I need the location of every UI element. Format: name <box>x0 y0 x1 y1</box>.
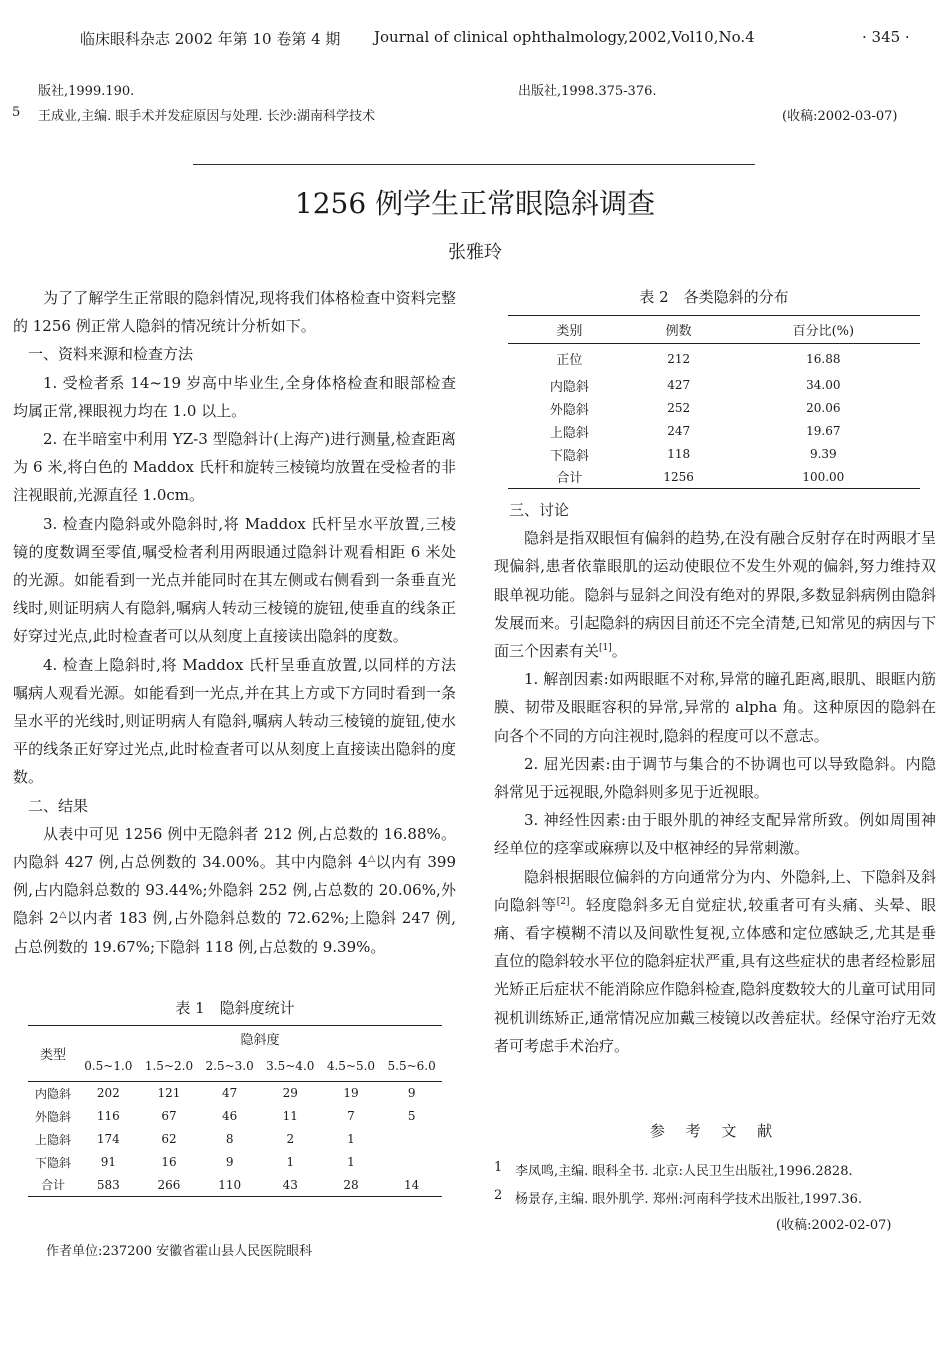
table1-cell: 1 <box>347 1132 355 1146</box>
table1-range-header: 4.5~5.0 <box>326 1059 376 1074</box>
table1-cell: 67 <box>161 1109 177 1123</box>
discussion-paragraph-5: 隐斜根据眼位偏斜的方向通常分为内、外隐斜,上、下隐斜及斜向隐斜等[2]。轻度隐斜多无自觉症状,较重者可有头痛、头晕、眼痛、看字模糊不清以及间歇性复视,立体感和定位感缺乏,尤其是垂直位的隐斜较水平位的隐斜症状严重,具有这些症状的患者经检影屈光矫正后症状不能消除应作隐斜检查,隐斜度数较大的儿童可试用同视机训练矫正,通常情况应加戴三棱镜以改善症状。经保守治疗无效者可考虑手术治疗。 <box>494 867 936 1055</box>
section-heading-discussion: 三、讨论 <box>509 501 570 519</box>
table1-range-header: 5.5~6.0 <box>387 1059 436 1074</box>
table2-distribution <box>508 315 920 489</box>
methods-paragraph-3: 3. 检查内隐斜或外隐斜时,将 Maddox 氏杆呈水平放置,三棱镜的度数调至零值,嘱受检者利用两眼通过隐斜计观看相距 6 米处的光源。如能看到一光点并能同时在其左侧或右侧看到一条垂直光线时,则证明病人有隐斜,嘱病人转动三棱镜的旋钮,使垂直的线条正好穿过光点,此时检查者可以从刻度上直接读出隐斜的度数。 <box>13 514 456 646</box>
prev-ref-line3: 出版社,1998.375-376. <box>518 84 657 99</box>
table2-cell: 9.39 <box>809 447 837 461</box>
table1-col-group: 隐斜度 <box>240 1033 280 1049</box>
table1-cell: 28 <box>343 1177 359 1192</box>
methods-paragraph-1: 1. 受检者系 14~19 岁高中毕业生,全身体格检查和眼部检查均属正常,裸眼视力均在 1.0 以上。 <box>13 373 456 420</box>
table1-cell: 5 <box>407 1109 416 1123</box>
table1-deviation-stats <box>28 1025 442 1197</box>
prev-ref-line2: 王成业,主编. 眼手术并发症原因与处理. 长沙:湖南科学技术 <box>38 109 376 124</box>
table1-cell: 1 <box>286 1155 295 1169</box>
table2-row-label: 正位 <box>556 353 583 369</box>
right-column-body <box>494 496 936 1060</box>
table2-cell: 16.88 <box>806 351 841 366</box>
table1-caption: 表 1 隐斜度统计 <box>175 999 295 1017</box>
article-title: 1256 例学生正常眼隐斜调查 <box>294 187 656 220</box>
prism-degree-mark: △ <box>367 854 376 865</box>
methods-paragraph-4: 4. 检查上隐斜时,将 Maddox 氏杆呈垂直放置,以同样的方法嘱病人观看光源。如能看到一光点,并在其上方或下方同时看到一条呈水平的光线时,则证明病人有隐斜,嘱病人转动三棱镜的旋钮,使水平的线条正好穿过光点,此时检查者可以从刻度上直接读出隐斜的度数。 <box>13 655 456 787</box>
table1-range-header: 0.5~1.0 <box>84 1059 133 1074</box>
journal-header-en: Journal of clinical ophthalmology,2002,Vol10,No.4 <box>374 28 755 46</box>
table-row <box>28 1082 442 1105</box>
reference-2-text: 杨景存,主编. 眼外肌学. 郑州:河南科学技术出版社,1997.36. <box>515 1192 863 1207</box>
table-row <box>508 466 920 489</box>
table-row <box>508 374 920 397</box>
table2-header: 百分比(%) <box>792 324 855 339</box>
table-row <box>28 1105 442 1128</box>
table1-col-type: 类型 <box>28 1026 78 1082</box>
table1-cell: 19 <box>343 1086 359 1101</box>
section-heading-results: 二、结果 <box>28 796 89 815</box>
prev-ref-num: 5 <box>12 105 21 120</box>
table2-cell: 118 <box>667 447 691 461</box>
table1-cell <box>381 1151 442 1174</box>
table2-row-label: 上隐斜 <box>549 425 589 441</box>
table1-cell: 46 <box>222 1109 238 1123</box>
table1-row-label: 上隐斜 <box>34 1132 71 1147</box>
table1-cell: 91 <box>100 1155 116 1169</box>
table1-row-label: 内隐斜 <box>34 1086 71 1101</box>
prev-ref-line1: 版社,1999.190. <box>38 84 135 99</box>
table1-cell: 202 <box>96 1086 120 1101</box>
table1-range-header: 3.5~4.0 <box>266 1059 315 1074</box>
references-heading: 参 考 文 献 <box>649 1122 781 1140</box>
table1-cell: 116 <box>96 1109 120 1123</box>
prev-received-date: (收稿:2002-03-07) <box>782 109 898 124</box>
table2-cell: 247 <box>667 424 691 438</box>
discussion-paragraph-1: 隐斜是指双眼恒有偏斜的趋势,在没有融合反射存在时两眼才呈现偏斜,患者依靠眼肌的运动使眼位不发生外观的偏斜,努力维持双眼单视功能。隐斜与显斜之间没有绝对的界限,多数显斜病例由隐斜发展而来。引起隐斜的病因目前还不完全清楚,已知常见的病因与下面三个因素有关[1]。 <box>494 529 936 661</box>
table1-cell: 29 <box>282 1086 298 1101</box>
reference-1-text: 李凤鸣,主编. 眼科全书. 北京:人民卫生出版社,1996.2828. <box>515 1164 853 1179</box>
table-row <box>508 420 920 443</box>
table1-cell: 583 <box>96 1177 120 1192</box>
table2-cell: 212 <box>667 351 691 366</box>
intro-paragraph: 为了了解学生正常眼的隐斜情况,现将我们体格检查中资料完整的 1256 例正常人隐斜的情况统计分析如下。 <box>13 289 456 336</box>
table2-row-label: 下隐斜 <box>549 448 589 464</box>
table2-cell: 100.00 <box>802 469 845 484</box>
table2-header: 类别 <box>556 324 583 339</box>
prism-degree-mark: △ <box>58 910 67 921</box>
table1-cell: 2 <box>286 1132 295 1146</box>
table1-range-header: 2.5~3.0 <box>205 1059 254 1074</box>
table1-cell: 174 <box>96 1132 120 1146</box>
table-row <box>28 1174 442 1197</box>
citation-ref-1: [1] <box>599 643 612 654</box>
table1-range-header: 1.5~2.0 <box>144 1059 194 1074</box>
table1-cell: 1 <box>347 1155 355 1169</box>
discussion-paragraph-2: 1. 解剖因素:如两眼眶不对称,异常的瞳孔距离,眼肌、眼眶内筋膜、韧带及眼眶容积的异常,异常的 alpha 角。这种原因的隐斜在向各个不同的方向注视时,隐斜的程度可以不意志。 <box>494 670 936 745</box>
table1-row-label: 下隐斜 <box>34 1155 71 1170</box>
table-row <box>28 1128 442 1151</box>
table1-cell: 110 <box>218 1177 242 1192</box>
table1-cell: 11 <box>282 1109 298 1123</box>
table1-row-label: 外隐斜 <box>34 1109 71 1124</box>
page-number: · 345 · <box>862 28 910 46</box>
table2-header: 例数 <box>665 324 692 339</box>
table2-row-label: 合计 <box>556 471 583 487</box>
table1-cell: 9 <box>225 1155 234 1169</box>
citation-ref-2: [2] <box>556 896 570 907</box>
table2-caption: 表 2 各类隐斜的分布 <box>639 288 789 306</box>
table1-cell: 9 <box>407 1086 416 1101</box>
table1-cell: 43 <box>282 1177 298 1192</box>
table2-cell: 1256 <box>663 469 694 484</box>
table2-cell: 34.00 <box>806 378 841 392</box>
table2-cell: 252 <box>667 401 691 415</box>
table1-cell: 14 <box>404 1177 420 1192</box>
table2-row-label: 内隐斜 <box>549 379 589 395</box>
table1-cell: 47 <box>222 1086 238 1101</box>
discussion-paragraph-3: 2. 屈光因素:由于调节与集合的不协调也可以导致隐斜。内隐斜常见于远视眼,外隐斜则多见于近视眼。 <box>494 754 936 802</box>
table1-cell: 121 <box>157 1086 181 1101</box>
reference-2-num: 2 <box>494 1188 503 1203</box>
table1-row-label: 合计 <box>40 1178 65 1193</box>
article-separator <box>193 164 755 165</box>
table1-cell: 7 <box>347 1109 355 1123</box>
discussion-paragraph-4: 3. 神经性因素:由于眼外肌的神经支配异常所致。例如周围神经单位的痉挛或麻痹以及中枢神经的异常刺激。 <box>494 811 936 858</box>
methods-paragraph-2: 2. 在半暗室中利用 YZ-3 型隐斜计(上海产)进行测量,检查距离为 6 米,将白色的 Maddox 氏杆和旋转三棱镜均放置在受检者的非注视眼前,光源直径 1.0cm。 <box>13 430 456 505</box>
journal-header-cn: 临床眼科杂志 2002 年第 10 卷第 4 期 <box>80 30 341 48</box>
results-paragraph: 从表中可见 1256 例中无隐斜者 212 例,占总数的 16.88%。内隐斜 427 例,占总例数的 34.00%。其中内隐斜 4△以内有 399 例,占内隐斜总数的 93.44%;外隐斜 252 例,占总数的 20.06%,外隐斜 2△以内者 183 例,占外隐斜总数的 72.62%;上隐斜 247 例,占总例数的 19.67%;下隐斜 118 例,占总数的 9.39%。 <box>13 824 457 956</box>
table2-cell: 20.06 <box>806 401 841 415</box>
table1-cell: 8 <box>225 1132 234 1146</box>
table2-row-label: 外隐斜 <box>549 402 589 418</box>
author-affiliation: 作者单位:237200 安徽省霍山县人民医院眼科 <box>46 1244 313 1259</box>
table-row <box>508 397 920 420</box>
table2-cell: 19.67 <box>806 424 841 438</box>
table1-cell: 16 <box>161 1155 177 1169</box>
table1-cell <box>381 1128 442 1151</box>
article-author: 张雅玲 <box>448 242 502 263</box>
left-column-body <box>13 284 456 961</box>
reference-1-num: 1 <box>494 1160 503 1175</box>
table2-cell: 427 <box>667 378 691 392</box>
table1-cell: 62 <box>161 1132 177 1146</box>
received-date: (收稿:2002-02-07) <box>776 1218 892 1233</box>
table1-cell: 266 <box>157 1177 181 1192</box>
table-row <box>508 443 920 466</box>
table-row <box>28 1151 442 1174</box>
section-heading-methods: 一、资料来源和检查方法 <box>28 345 194 364</box>
table-row <box>508 344 920 374</box>
